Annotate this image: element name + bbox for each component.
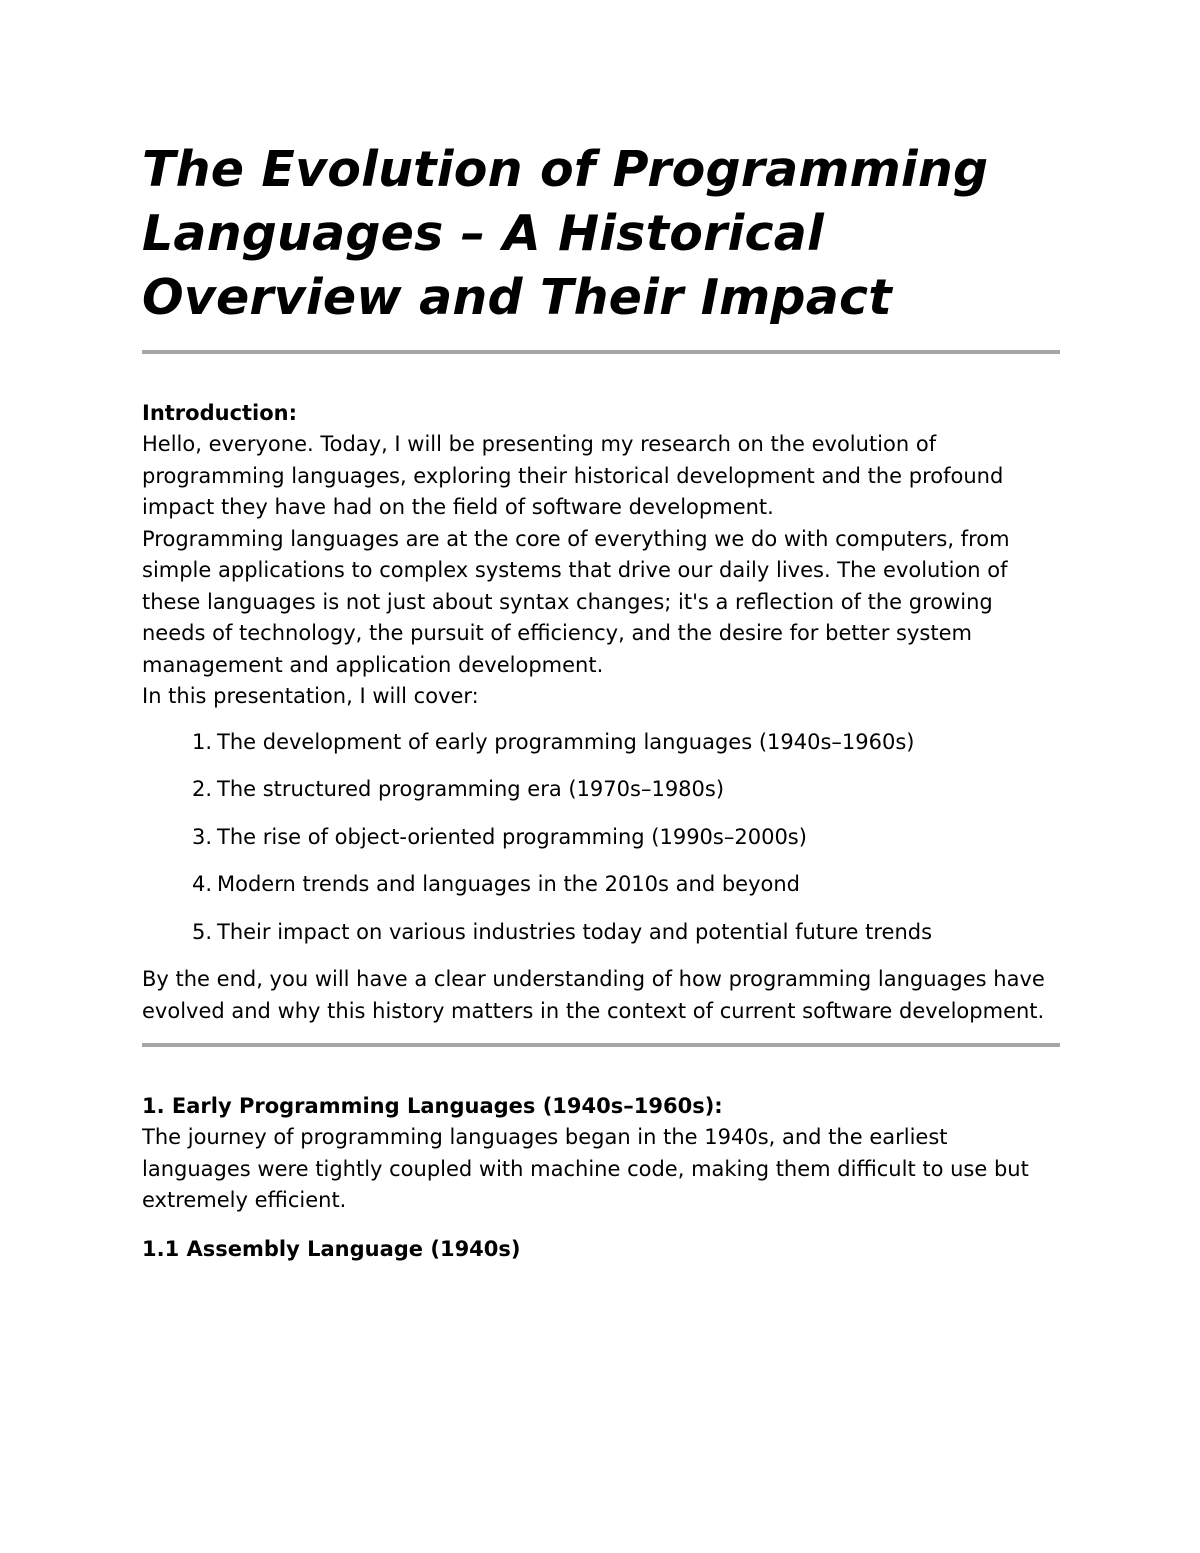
list-item-number: 5. [191,919,212,944]
horizontal-divider [142,350,1060,354]
list-item-number: 4. [191,872,212,896]
introduction-heading: Introduction: [142,401,298,425]
closing-paragraph: By the end, you will have a clear understanding of how programming languages have evolved and why this history matters in the context of current software development. [142,967,1045,1023]
list-item-text: The development of early programming languages (1940s–1960s) [217,729,915,754]
list-item [142,822,1060,854]
list-item-text: Their impact on various industries today and potential future trends [217,919,933,944]
horizontal-divider [142,1043,1060,1047]
list-item-text: Modern trends and languages in the 2010s and beyond [217,872,800,896]
coverage-list [142,727,1060,949]
list-item [142,869,1060,901]
intro-paragraph-3: In this presentation, I will cover: [142,684,479,708]
list-item-number: 3. [191,824,212,849]
list-item-text: The structured programming era (1970s–1980s) [217,777,725,801]
list-item-number: 1. [191,729,212,754]
document-title: The Evolution of Programming Languages – A Historical Overview and Their Impact [142,141,989,326]
list-item-number: 2. [191,777,212,801]
list-item-text: The rise of object-oriented programming (1990s–2000s) [217,824,807,849]
list-item [142,774,1060,806]
list-item [142,917,1060,949]
section-1-heading: 1. Early Programming Languages (1940s–1960s): [142,1094,723,1118]
document-page [142,138,1060,1265]
list-item [142,727,1060,759]
intro-paragraph-2: Programming languages are at the core of everything we do with computers, from simple applications to complex systems that drive our daily lives. The evolution of these languages is not just about syntax changes; it's a reflection of the growing needs of technology, the pursuit of efficiency, and the desire for better system management and application development. [142,526,1010,677]
intro-paragraph-1: Hello, everyone. Today, I will be presenting my research on the evolution of programming languages, exploring their historical development and the profound impact they have had on the field of software development. [142,432,1004,519]
section-1-paragraph: The journey of programming languages began in the 1940s, and the earliest languages were tightly coupled with machine code, making them difficult to use but extremely efficient. [142,1125,1029,1212]
section-1-1-heading: 1.1 Assembly Language (1940s) [142,1236,521,1261]
